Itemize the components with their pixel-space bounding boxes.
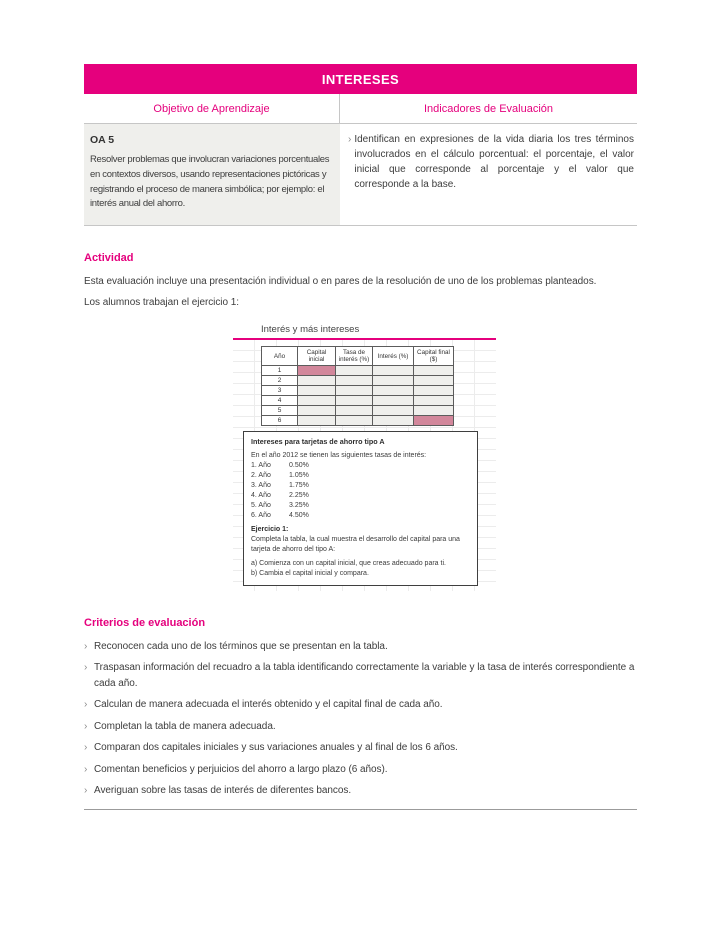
exercise-item-b: b) Cambia el capital inicial y compara. <box>251 569 369 577</box>
info-box <box>243 431 478 585</box>
empty-cell <box>336 406 373 416</box>
exercise-title: Ejercicio 1: <box>251 525 289 533</box>
oa-code: OA 5 <box>90 134 115 146</box>
empty-cell <box>298 406 336 416</box>
criterios-item-text: Traspasan información del recuadro a la tabla identificando correctamente la variable y la tasa de interés correspondiente a cada año. <box>94 662 635 689</box>
table-row <box>262 406 454 416</box>
empty-cell <box>336 386 373 396</box>
empty-cell <box>336 416 373 426</box>
empty-cell <box>336 376 373 386</box>
criterios-list <box>84 639 637 799</box>
exercise-item-a: a) Comienza con un capital inicial, que creas adecuado para ti. <box>251 559 446 567</box>
worksheet-title: Interés y más intereses <box>261 324 360 336</box>
table-row <box>262 386 454 396</box>
rate-row <box>251 471 470 481</box>
year-cell: 1 <box>262 366 298 376</box>
criterios-item-text: Averiguan sobre las tasas de interés de diferentes bancos. <box>94 785 352 797</box>
empty-cell <box>336 366 373 376</box>
bullet-chevron-icon: › <box>84 662 88 674</box>
rate-label: 3. Año <box>251 482 271 490</box>
year-cell: 6 <box>262 416 298 426</box>
empty-cell <box>298 416 336 426</box>
col-header-capital-inicial: Capital inicial <box>298 347 336 366</box>
empty-cell <box>373 416 414 426</box>
bullet-chevron-icon: › <box>84 699 88 711</box>
objetivo-cell <box>84 124 340 225</box>
rate-value: 2.25% <box>289 492 309 500</box>
rate-label: 2. Año <box>251 472 271 480</box>
criterios-item <box>84 762 637 778</box>
oa-table-body-row <box>84 124 637 226</box>
rate-label: 6. Año <box>251 511 271 519</box>
bullet-chevron-icon: › <box>84 720 88 732</box>
rate-label: 1. Año <box>251 462 271 470</box>
empty-cell <box>414 406 454 416</box>
criterios-item <box>84 740 637 756</box>
highlighted-start-cell <box>298 366 336 376</box>
bullet-chevron-icon: › <box>84 763 88 775</box>
empty-cell <box>298 386 336 396</box>
criterios-item-text: Comentan beneficios y perjuicios del ahorro a largo plazo (6 años). <box>94 763 388 775</box>
page-content <box>84 64 637 810</box>
col-header-capital-final: Capital final ($) <box>414 347 454 366</box>
page-title: INTERESES <box>321 71 400 87</box>
table-row <box>262 376 454 386</box>
rate-value: 4.50% <box>289 511 309 519</box>
year-cell: 2 <box>262 376 298 386</box>
empty-cell <box>373 366 414 376</box>
year-cell: 3 <box>262 386 298 396</box>
criterios-item <box>84 660 637 691</box>
interest-table <box>261 346 454 426</box>
info-box-title: Intereses para tarjetas de ahorro tipo A <box>251 437 385 447</box>
table-row <box>262 396 454 406</box>
column-header-indicadores: Indicadores de Evaluación <box>423 102 554 115</box>
spreadsheet-area <box>233 340 496 590</box>
highlighted-final-cell <box>414 416 454 426</box>
actividad-heading: Actividad <box>84 252 134 265</box>
rate-value: 1.05% <box>289 472 309 480</box>
rate-row <box>251 491 470 501</box>
criterios-heading: Criterios de evaluación <box>84 616 206 629</box>
empty-cell <box>373 386 414 396</box>
criterios-item-text: Comparan dos capitales iniciales y sus variaciones anuales y al final de los 6 años. <box>94 742 458 754</box>
table-row <box>262 366 454 376</box>
criterios-item-text: Calculan de manera adecuada el interés obtenido y el capital final de cada año. <box>94 699 443 711</box>
indicador-cell <box>340 124 637 225</box>
criterios-item-text: Reconocen cada uno de los términos que se presentan en la tabla. <box>94 640 388 652</box>
criterios-item <box>84 783 637 799</box>
exercise-items <box>251 559 470 579</box>
criterios-item <box>84 719 637 735</box>
empty-cell <box>373 406 414 416</box>
title-bar <box>84 64 637 94</box>
rate-value: 3.25% <box>289 502 309 510</box>
exercise-text: Completa la tabla, la cual muestra el desarrollo del capital para una tarjeta de ahorro del tipo A: <box>251 535 460 553</box>
empty-cell <box>414 376 454 386</box>
bullet-chevron-icon: › <box>84 742 88 754</box>
rate-row <box>251 501 470 511</box>
actividad-paragraph-2: Los alumnos trabajan el ejercicio 1: <box>84 297 239 309</box>
oa-text: Resolver problemas que involucran variaciones porcentuales en contextos diversos, usando representaciones pictóricas y registrando el proceso de manera simbólica; por ejemplo: el interés anual del ahorro. <box>90 154 330 210</box>
empty-cell <box>414 386 454 396</box>
bullet-chevron-icon: › <box>84 640 88 652</box>
info-box-intro: En el año 2012 se tienen las siguientes tasas de interés: <box>251 452 427 460</box>
criterios-item <box>84 697 637 713</box>
empty-cell <box>298 396 336 406</box>
interest-table-header-row <box>262 347 454 366</box>
table-row <box>262 416 454 426</box>
rate-value: 1.75% <box>289 482 309 490</box>
year-cell: 4 <box>262 396 298 406</box>
empty-cell <box>336 396 373 406</box>
rate-label: 5. Año <box>251 502 271 510</box>
empty-cell <box>298 376 336 386</box>
col-header-interes: Interés (%) <box>373 347 414 366</box>
year-cell: 5 <box>262 406 298 416</box>
bullet-chevron-icon: › <box>348 134 352 145</box>
bottom-divider <box>84 809 637 810</box>
col-header-tasa-interes: Tasa de interés (%) <box>336 347 373 366</box>
empty-cell <box>373 396 414 406</box>
empty-cell <box>373 376 414 386</box>
empty-cell <box>414 366 454 376</box>
criterios-item-text: Completan la tabla de manera adecuada. <box>94 720 276 732</box>
indicador-text: Identifican en expresiones de la vida diaria los tres términos involucrados en el cálculo porcentual: el porcentaje, el valor inicial que corresponde al porcentaje y el valor que corresponde a la base. <box>354 134 634 190</box>
actividad-paragraph-1: Esta evaluación incluye una presentación individual o en pares de la resolución de uno de los problemas planteados. <box>84 276 597 288</box>
bullet-chevron-icon: › <box>84 785 88 797</box>
col-header-ano: Año <box>262 347 298 366</box>
rate-row <box>251 481 470 491</box>
empty-cell <box>414 396 454 406</box>
worksheet-figure <box>233 324 496 590</box>
rate-label: 4. Año <box>251 492 271 500</box>
rate-row <box>251 461 470 471</box>
oa-table-header-row <box>84 94 637 124</box>
rate-value: 0.50% <box>289 462 309 470</box>
column-header-objetivo: Objetivo de Aprendizaje <box>84 94 340 123</box>
criterios-item <box>84 639 637 655</box>
rate-row <box>251 511 470 521</box>
